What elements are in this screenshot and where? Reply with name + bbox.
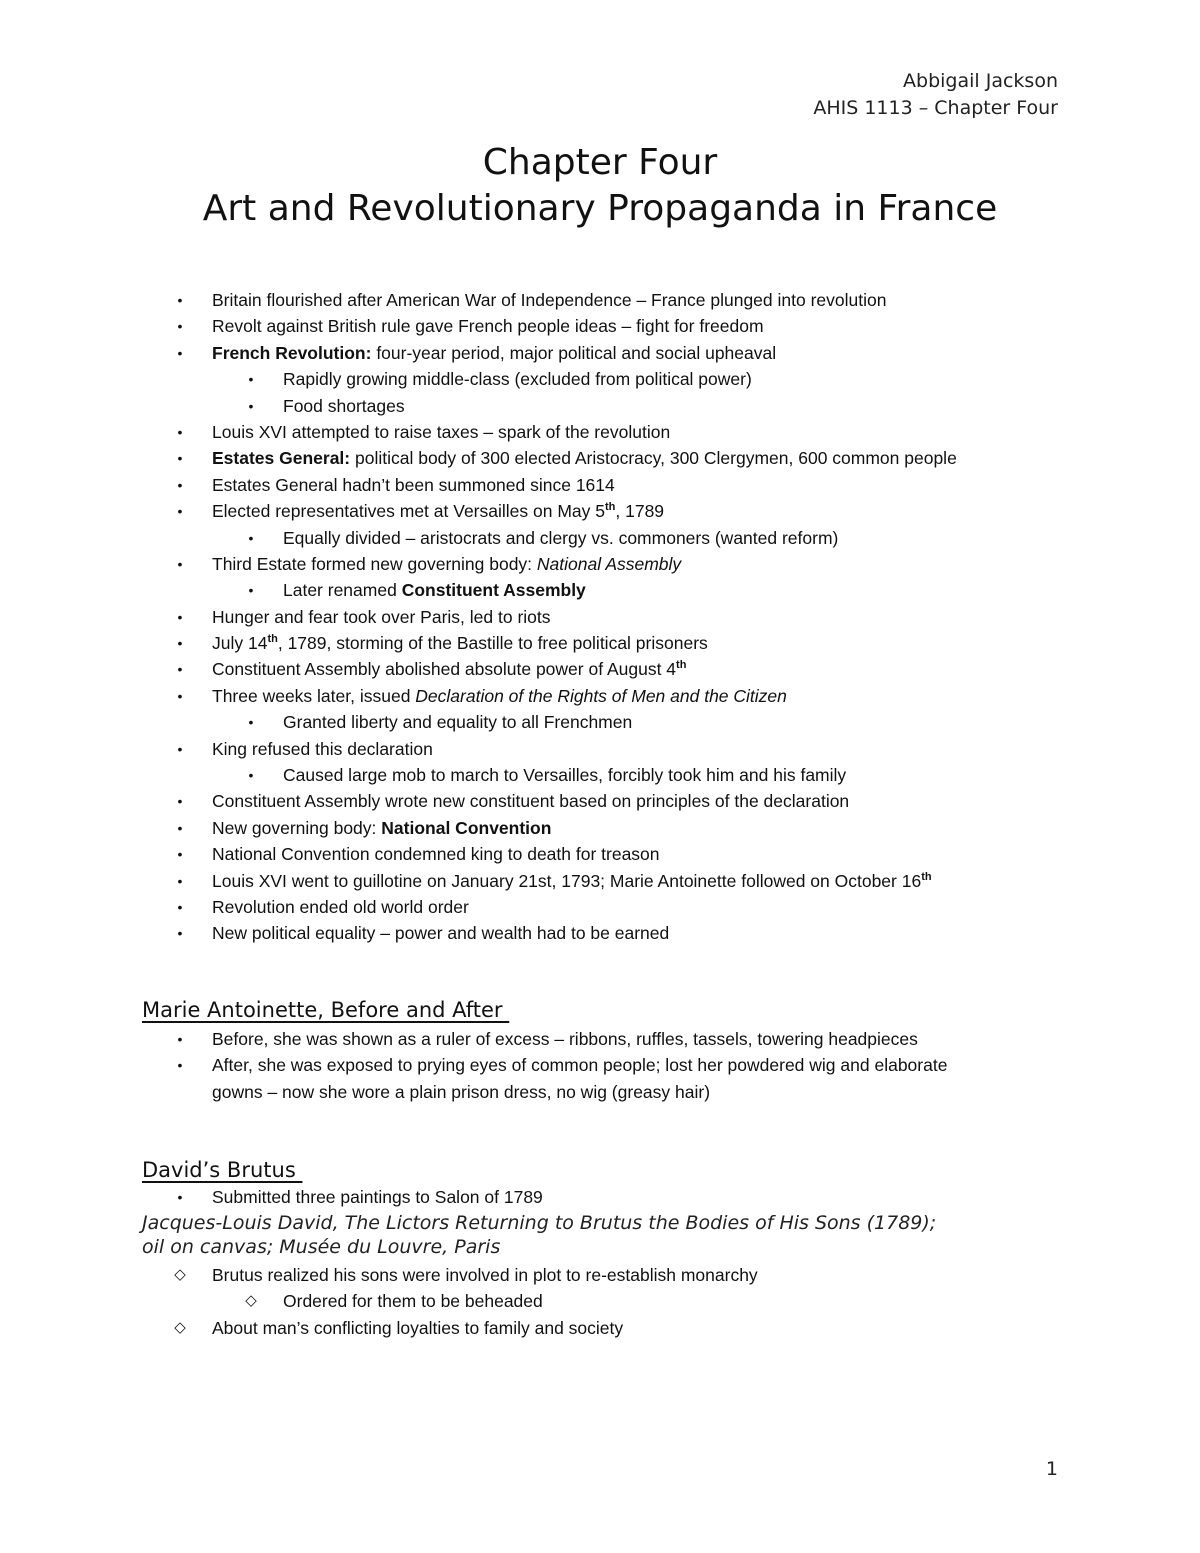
- list-item-text: [283, 577, 586, 603]
- artwork-caption: [142, 1211, 936, 1259]
- bullet-icon: •: [248, 767, 254, 784]
- list-item: [0, 709, 1200, 735]
- list-item-text: Revolt against British rule gave French people ideas – fight for freedom: [212, 316, 764, 337]
- list-item: [0, 920, 1200, 946]
- list-item: [0, 630, 1200, 656]
- bullet-icon: •: [177, 555, 183, 572]
- list-item: [0, 366, 1200, 392]
- bullet-icon: •: [177, 819, 183, 836]
- list-item-text: Equally divided – aristocrats and clergy vs. commoners (wanted reform): [283, 527, 839, 548]
- bullet-icon: •: [177, 740, 183, 757]
- list-item-text: Estates General hadn’t been summoned since 1614: [212, 474, 615, 495]
- diamond-bullet-icon: ◇: [174, 1318, 186, 1336]
- bullet-icon: •: [177, 793, 183, 810]
- bullet-icon: •: [177, 1031, 183, 1047]
- title-line-1: Chapter Four: [482, 142, 718, 183]
- term: Estates General:: [212, 448, 351, 469]
- text-part: July 14: [212, 633, 268, 654]
- caption-line-1: Jacques-Louis David, The Lictors Returning to Brutus the Bodies of His Sons (1789);: [142, 1212, 937, 1234]
- bullet-icon: •: [177, 872, 183, 889]
- list-item-continuation: [0, 1079, 1200, 1105]
- list-item: [0, 868, 1200, 894]
- list-item-text: [212, 445, 957, 471]
- list-item-text: About man’s conflicting loyalties to family and society: [212, 1317, 624, 1338]
- superscript: th: [604, 501, 616, 514]
- text-part: Louis XVI went to guillotine on January 21st, 1793; Marie Antoinette followed on October 16: [212, 870, 922, 891]
- list-item-text: Hunger and fear took over Paris, led to riots: [212, 606, 551, 627]
- bullet-icon: •: [177, 318, 183, 335]
- list-item-text: Britain flourished after American War of Independence – France plunged into revolution: [212, 290, 887, 310]
- list-item-text: Constituent Assembly wrote new constituent based on principles of the declaration: [212, 791, 850, 812]
- list-item: [0, 604, 1200, 630]
- list-item: [0, 815, 1200, 841]
- list-item-text: gowns – now she wore a plain prison dress, no wig (greasy hair): [212, 1081, 711, 1102]
- emphasis: Declaration of the Rights of Men and the Citizen: [415, 685, 787, 706]
- diamond-bullet-icon: ◇: [245, 1292, 257, 1310]
- section-heading-davids-brutus: David’s Brutus: [142, 1158, 303, 1182]
- bullet-icon: •: [177, 476, 183, 493]
- bullet-icon: •: [248, 582, 254, 599]
- list-item: [0, 1315, 1200, 1341]
- bullet-icon: •: [177, 1057, 183, 1074]
- list-item-text: New political equality – power and wealth had to be earned: [212, 923, 670, 944]
- list-item-text: Louis XVI attempted to raise taxes – spark of the revolution: [212, 421, 671, 442]
- page-title: [0, 140, 1200, 232]
- list-item-text: National Convention condemned king to death for treason: [212, 844, 660, 865]
- list-item: [0, 1288, 1200, 1314]
- page-number: 1: [1045, 1458, 1058, 1480]
- text-part: Later renamed: [283, 580, 402, 601]
- list-item-text: Revolution ended old world order: [212, 896, 469, 917]
- bullet-icon: •: [177, 925, 183, 942]
- superscript: th: [921, 870, 932, 883]
- marie-antoinette-list: [0, 1026, 1200, 1105]
- definition: political body of 300 elected Aristocracy, 300 Clergymen, 600 common people: [350, 448, 957, 469]
- text-part: , 1789: [615, 501, 665, 522]
- list-item: [0, 762, 1200, 788]
- caption-line-2: oil on canvas; Musée du Louvre, Paris: [142, 1236, 501, 1258]
- list-item: [0, 1052, 1200, 1078]
- text-part: Constituent Assembly abolished absolute power of August 4: [212, 659, 677, 680]
- bullet-icon: •: [177, 898, 183, 915]
- list-item: [0, 1262, 1200, 1288]
- list-item: [0, 683, 1200, 709]
- superscript: th: [267, 633, 278, 646]
- bullet-icon: •: [177, 503, 183, 520]
- list-item-text: [212, 498, 664, 524]
- list-item-text: After, she was exposed to prying eyes of common people; lost her powdered wig and elaborate: [212, 1055, 948, 1076]
- list-item-text: [212, 340, 776, 366]
- bullet-icon: •: [177, 450, 183, 467]
- list-item: [0, 287, 1200, 313]
- list-item: [0, 656, 1200, 682]
- bullet-icon: •: [177, 344, 183, 361]
- list-item: [0, 788, 1200, 814]
- bullet-icon: •: [177, 687, 183, 704]
- document-header: [813, 68, 1058, 122]
- revolution-notes-list: [0, 287, 1200, 947]
- text-part: New governing body:: [212, 817, 382, 838]
- bullet-icon: •: [177, 1189, 183, 1205]
- list-item-text: [212, 815, 551, 841]
- brutus-list: [0, 1184, 1200, 1210]
- list-item-text: Brutus realized his sons were involved in plot to re-establish monarchy: [212, 1265, 758, 1285]
- list-item-text: Ordered for them to be beheaded: [283, 1291, 543, 1312]
- list-item-text: [212, 683, 787, 709]
- list-item-text: [212, 656, 686, 682]
- bullet-icon: •: [177, 635, 183, 652]
- list-item: [0, 340, 1200, 366]
- list-item: [0, 393, 1200, 419]
- list-item: [0, 525, 1200, 551]
- list-item: [0, 472, 1200, 498]
- term: Constituent Assembly: [401, 580, 586, 601]
- author-name: Abbigail Jackson: [903, 70, 1058, 92]
- emphasis: National Assembly: [536, 553, 682, 574]
- bullet-icon: •: [248, 397, 254, 414]
- list-item-text: [212, 551, 681, 577]
- list-item: [0, 313, 1200, 339]
- course-label: AHIS 1113 – Chapter Four: [813, 97, 1058, 119]
- title-line-2: Art and Revolutionary Propaganda in France: [202, 188, 998, 229]
- list-item-text: [212, 630, 708, 656]
- list-item: [0, 1026, 1200, 1052]
- list-item: [0, 419, 1200, 445]
- text-part: Third Estate formed new governing body:: [212, 553, 537, 574]
- text-part: Elected representatives met at Versailles on May 5: [212, 501, 605, 522]
- list-item-text: Before, she was shown as a ruler of excess – ribbons, ruffles, tassels, towering headpieces: [212, 1029, 918, 1049]
- text-part: Three weeks later, issued: [212, 685, 416, 706]
- list-item: [0, 445, 1200, 471]
- term: National Convention: [381, 817, 552, 838]
- list-item: [0, 894, 1200, 920]
- list-item-text: Caused large mob to march to Versailles, forcibly took him and his family: [283, 765, 847, 786]
- bullet-icon: •: [177, 608, 183, 625]
- list-item-text: Granted liberty and equality to all Frenchmen: [283, 712, 633, 733]
- list-item-text: Submitted three paintings to Salon of 1789: [212, 1187, 543, 1207]
- section-heading-marie-antoinette: Marie Antoinette, Before and After: [142, 998, 510, 1022]
- bullet-icon: •: [177, 661, 183, 678]
- bullet-icon: •: [177, 292, 183, 308]
- list-item: [0, 1184, 1200, 1210]
- definition: four-year period, major political and social upheaval: [371, 342, 777, 363]
- list-item: [0, 841, 1200, 867]
- list-item: [0, 577, 1200, 603]
- list-item: [0, 736, 1200, 762]
- bullet-icon: •: [177, 846, 183, 863]
- list-item: [0, 551, 1200, 577]
- bullet-icon: •: [248, 714, 254, 731]
- list-item-text: [212, 868, 932, 894]
- list-item-text: Rapidly growing middle-class (excluded from political power): [283, 369, 752, 390]
- list-item-text: King refused this declaration: [212, 738, 433, 759]
- term: French Revolution:: [212, 342, 372, 363]
- superscript: th: [676, 659, 687, 672]
- list-item-text: Food shortages: [283, 395, 405, 416]
- text-part: , 1789, storming of the Bastille to free political prisoners: [277, 633, 708, 654]
- bullet-icon: •: [248, 371, 254, 388]
- bullet-icon: •: [177, 423, 183, 440]
- brutus-details-list: [0, 1262, 1200, 1341]
- bullet-icon: •: [248, 529, 254, 546]
- list-item: [0, 498, 1200, 524]
- diamond-bullet-icon: ◇: [174, 1266, 186, 1283]
